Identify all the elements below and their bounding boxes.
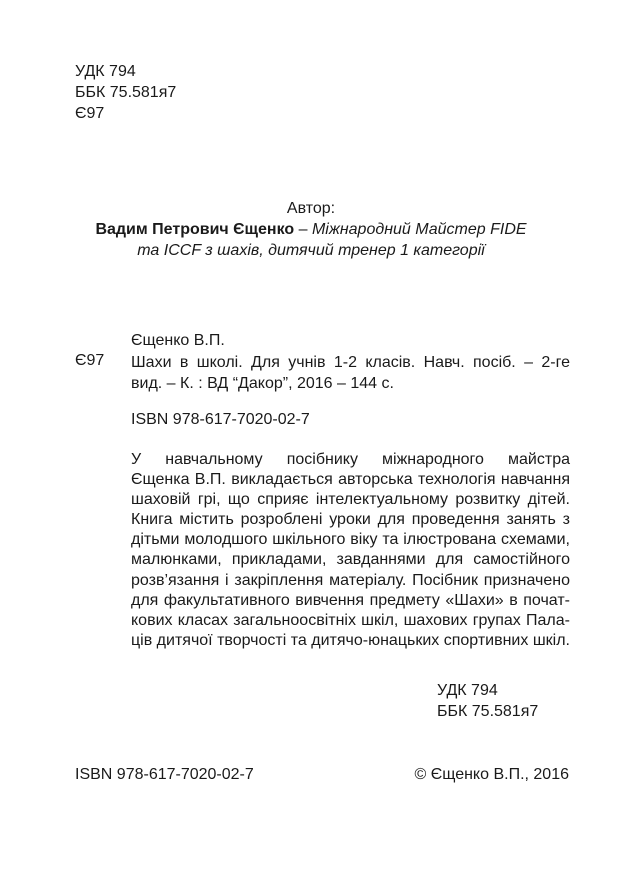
annotation-line: дітьми молодшого шкільного віку та ілюстрована схемами, [131, 531, 570, 549]
annotation-paragraph [131, 450, 570, 651]
author-dash: – [294, 221, 312, 238]
author-heading: Автор: [286, 200, 336, 217]
bib-isbn: ISBN 978-617-7020-02-7 [131, 411, 310, 428]
bbk-code-bottom: ББК 75.581я7 [437, 703, 539, 720]
annotation-line: розв’язання і закріплення матеріалу. Посібник призначено [131, 571, 570, 589]
annotation-line: шаховій грі, що сприяє інтелектуальному розвитку дітей. [131, 491, 570, 509]
bbk-code: ББК 75.581я7 [75, 84, 177, 101]
annotation-line: для факультативного вивчення предмету «Шахи» в почат- [131, 591, 570, 609]
bib-author-short: Єщенко В.П. [131, 332, 225, 349]
annotation-line: Єщенка В.П. викладається авторська технологія навчання [131, 471, 570, 489]
author-line [0, 219, 622, 240]
footer-copyright: © Єщенко В.П., 2016 [414, 766, 569, 783]
bottom-classification-codes [437, 680, 538, 722]
top-classification-codes [75, 61, 176, 124]
udk-code: УДК 794 [75, 63, 136, 80]
annotation-line: кових класах загальноосвітніх шкіл, шахових групах Пала- [131, 611, 570, 629]
annotation-line: У навчальному посібнику міжнародного майстра [131, 451, 570, 468]
author-mark: Є97 [75, 105, 105, 122]
bib-author-mark: Є97 [75, 352, 105, 369]
author-name: Вадим Петрович Єщенко [95, 221, 295, 238]
author-block [0, 198, 622, 261]
annotation-line: малюнками, прикладами, завданнями для самостійного [131, 551, 570, 569]
bibliographic-record [131, 330, 570, 395]
annotation-line: ців дитячої творчості та дитячо-юнацьких спортивних шкіл. [131, 631, 570, 649]
author-title-line2: та ICCF з шахів, дитячий тренер 1 категорії [137, 242, 485, 259]
bib-line-2: вид. – К. : ВД “Дакор”, 2016 – 144 с. [131, 375, 394, 392]
annotation-line: Книга містить розроблені уроки для проведення занять з [131, 511, 570, 529]
author-title-line1: Міжнародний Майстер FIDE [311, 221, 527, 238]
bib-line-1: Шахи в школі. Для учнів 1-2 класів. Навч. посіб. – 2-ге [131, 353, 570, 371]
udk-code-bottom: УДК 794 [437, 682, 498, 699]
footer-isbn: ISBN 978-617-7020-02-7 [75, 766, 254, 783]
